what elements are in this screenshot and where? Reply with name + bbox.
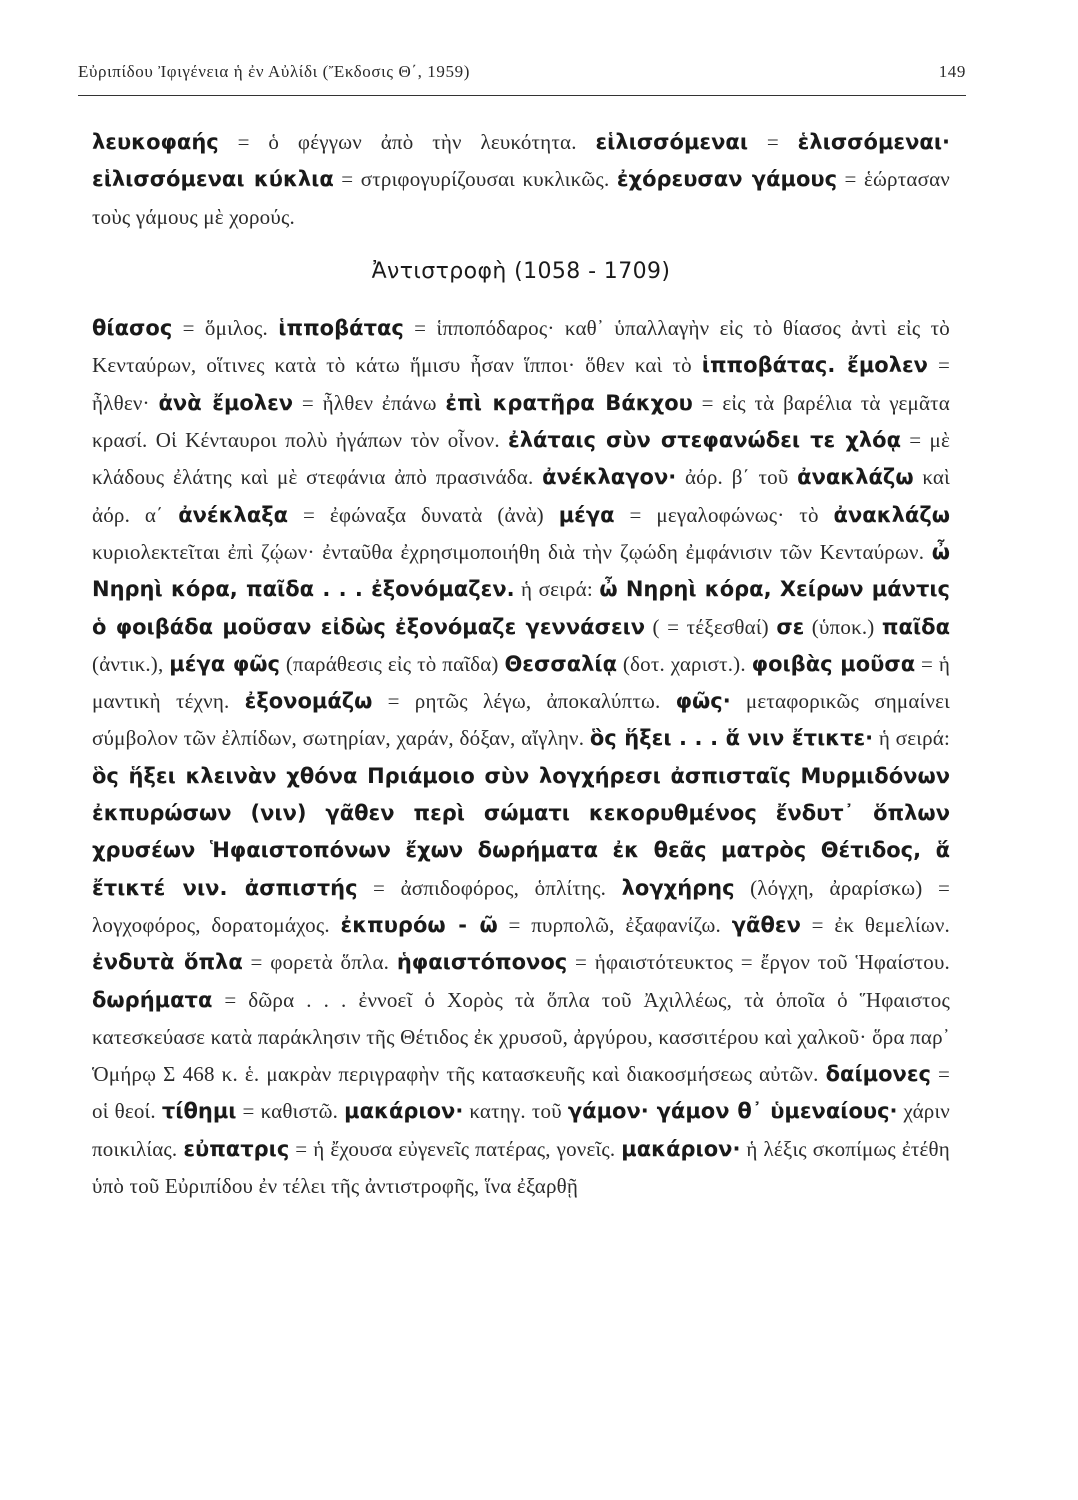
lemma-term: θίασος xyxy=(92,316,173,341)
lemma-term: ὦ Νηρηὶ κόρα, παῖδα . . . ἐξονόμαζεν. xyxy=(92,539,950,602)
gloss-text: = ἑώρτασαν τοὺς γάμους μὲ χορούς. xyxy=(92,167,950,229)
lemma-term: δωρήματα xyxy=(92,987,213,1012)
gloss-text: (ἀντικ.), xyxy=(92,651,170,676)
gloss-text: (λόγχη, ἀραρίσκω) = λογχοφόρος, δορατομάχος. xyxy=(92,875,950,937)
gloss-text: = ἡφαιστότευκτος = ἔργον τοῦ Ἡφαίστου. xyxy=(567,950,950,975)
gloss-text: = δῶρα . . . ἐννοεῖ ὁ Χορὸς τὰ ὅπλα τοῦ Ἀχιλλέως, τὰ ὁποῖα ὁ Ἥφαιστος κατεσκεύασε κατὰ παράκλησιν τῆς Θέτιδος ἐκ χρυσοῦ, ἀργύρου, κασσιτέρου καὶ χαλκοῦ· ὅρα παρ᾽ Ὁμήρῳ Σ 468 κ. ἑ. μακρὰν περιγραφὴν τῆς κατασκευῆς καὶ διακοσμήσεως αὐτῶν. xyxy=(92,987,950,1087)
gloss-text: (δοτ. χαριστ.). xyxy=(617,651,752,676)
gloss-text: = πυρπολῶ, ἐξαφανίζω. xyxy=(497,912,732,937)
gloss-text: ἡ λέξις σκοπίμως ἐτέθη ὑπὸ τοῦ Εὐριπίδου ἐν τέλει τῆς ἀντιστροφῆς, ἵνα ἐξαρθῇ xyxy=(92,1136,950,1199)
gloss-text: (παράθεσις εἰς τὸ παῖδα) xyxy=(280,651,505,676)
paragraph-strophe-notes xyxy=(92,124,950,236)
gloss-text: = ἱπποπόδαρος· καθ᾽ ὑπαλλαγὴν εἰς τὸ θίασος ἀντὶ εἰς τὸ Κενταύρων, οἵτινες κατὰ τὸ κάτω ἥμισυ ἦσαν ἵπποι· ὅθεν καὶ τὸ xyxy=(92,316,950,378)
paragraph-antistrophe-notes xyxy=(92,310,950,1205)
lemma-term: ἐπὶ κρατῆρα Βάκχου xyxy=(445,390,693,415)
lemma-term: ἐνδυτὰ ὅπλα xyxy=(92,950,243,975)
lemma-term: φῶς· xyxy=(675,689,731,714)
gloss-text: = ἡ μαντικὴ τέχνη. xyxy=(92,651,951,714)
gloss-text: = ἡ ἔχουσα εὐγενεῖς πατέρας, γονεῖς. xyxy=(289,1136,622,1161)
gloss-text: = xyxy=(748,130,798,154)
lemma-term: ἀνέκλαγον· xyxy=(542,465,677,490)
gloss-text: μεταφορικῶς σημαίνει σύμβολον τῶν ἐλπίδων, σωτηρίαν, χαράν, δόξαν, αἴγλην. xyxy=(92,689,950,751)
lemma-term: ἀνὰ ἔμολεν xyxy=(158,390,294,415)
lemma-term: ἡφαιστόπονος xyxy=(396,950,568,975)
gloss-text: = καθιστῶ. xyxy=(236,1099,345,1124)
lemma-term: λευκοφαής xyxy=(92,130,219,154)
lemma-term: ἐξονομάζω xyxy=(244,689,373,714)
lemma-term: ὦ Νηρηὶ κόρα, Χείρων μάντις ὁ φοιβάδα μοῦσαν εἰδὼς ἐξονόμαζε γεννάσειν xyxy=(92,577,950,639)
gloss-text: ἡ σειρά: xyxy=(873,726,950,751)
running-title: Εὐριπίδου Ἰφιγένεια ἡ ἐν Αὐλίδι (Ἔκδοσις Θ΄, 1959) xyxy=(78,62,470,81)
lemma-term: γάμον· γάμον θ᾽ ὑμεναίους· xyxy=(567,1099,898,1124)
header-rule xyxy=(78,95,966,96)
lemma-term: ὃς ἥξει . . . ἅ νιν ἔτικτε· xyxy=(589,726,874,751)
lemma-term: ὃς ἥξει κλεινὰν χθόνα Πριάμοιο σὺν λογχήρεσι ἀσπισταῖς Μυρμιδόνων ἐκπυρώσων (νιν) γᾶθεν περὶ σώματι κεκορυθμένος ἔνδυτ᾽ ὅπλων χρυσέων Ἡφαιστοπόνων ἔχων δωρήματα ἐκ θεᾶς ματρὸς Θέτιδος, ἅ ἔτικτέ νιν. ἀσπιστής xyxy=(92,763,950,900)
lemma-term: σε xyxy=(776,614,805,639)
gloss-text: = εἰς τὰ βαρέλια τὰ γεμᾶτα κρασί. Οἱ Κένταυροι πολὺ ἠγάπων τὸν οἶνον. xyxy=(92,390,951,453)
lemma-term: ἀνακλάζω xyxy=(833,502,950,527)
gloss-text: = μὲ κλάδους ἐλάτης καὶ μὲ στεφάνια ἀπὸ πρασινάδα. xyxy=(92,428,951,490)
gloss-text: = φορετὰ ὅπλα. xyxy=(242,950,397,975)
lemma-term: λογχήρης xyxy=(621,875,735,900)
lemma-term: γᾶθεν xyxy=(731,912,801,937)
gloss-text: ἡ σειρά: xyxy=(514,577,600,602)
lemma-term: μακάριον· xyxy=(621,1136,741,1161)
lemma-term: ἐχόρευσαν γάμους xyxy=(616,167,838,192)
gloss-text: = ὅμιλος. xyxy=(172,316,279,341)
lemma-term: δαίμονες xyxy=(825,1062,931,1087)
lemma-term: ἀνέκλαξα xyxy=(178,502,289,527)
gloss-text: = στριφογυρίζουσαι κυκλικῶς. xyxy=(333,167,617,192)
lemma-term: φοιβὰς μοῦσα xyxy=(751,651,916,676)
lemma-term: μακάριον· xyxy=(344,1099,464,1124)
gloss-text: χάριν ποικιλίας. xyxy=(92,1099,951,1161)
commentary-text xyxy=(92,124,950,1205)
gloss-text: = οἱ θεοί. xyxy=(92,1062,950,1124)
section-title: Ἀντιστροφὴ (1058 - 1709) xyxy=(371,258,671,284)
gloss-text: = ὁ φέγγων ἀπὸ τὴν λευκότητα. xyxy=(218,130,596,154)
gloss-text: = ἐκ θεμελίων. xyxy=(800,912,950,937)
page-number: 149 xyxy=(938,62,966,81)
lemma-term: Θεσσαλίᾳ xyxy=(504,651,618,676)
gloss-text: = ἐφώναξα δυνατὰ (ἀνὰ) xyxy=(288,502,559,527)
lemma-term: μέγα xyxy=(558,502,615,527)
gloss-text: ( = τέξεσθαί) xyxy=(645,614,777,639)
gloss-text: = ἦλθεν· xyxy=(92,353,951,415)
gloss-text: ἀόρ. β΄ τοῦ xyxy=(676,465,798,490)
running-header xyxy=(78,62,966,82)
gloss-text: = ρητῶς λέγω, ἀποκαλύπτω. xyxy=(372,689,676,714)
lemma-term: ἐλάταις σὺν στεφανώδει τε χλόᾳ xyxy=(508,428,902,453)
lemma-term: ἀνακλάζω xyxy=(797,465,914,490)
lemma-term: ἐκπυρόω - ῶ xyxy=(340,912,498,937)
lemma-term: εὐπατρις xyxy=(183,1136,290,1161)
gloss-text: = ἀσπιδοφόρος, ὁπλίτης. xyxy=(357,875,622,900)
lemma-term: ἑλισσόμεναι· εἱλισσόμεναι κύκλια xyxy=(92,130,950,192)
lemma-term: ἱπποβάτας xyxy=(278,316,404,341)
lemma-term: εἱλισσόμεναι xyxy=(595,130,749,154)
gloss-text: (ὑποκ.) xyxy=(804,614,882,639)
gloss-text: κυριολεκτεῖται ἐπὶ ζῴων· ἐνταῦθα ἐχρησιμοποιήθη διὰ τὴν ζῳώδη ἐμφάνισιν τῶν Κενταύρων. xyxy=(92,539,932,564)
lemma-term: μέγα φῶς xyxy=(169,651,280,676)
gloss-text: = μεγαλοφώνως· τὸ xyxy=(614,502,834,527)
gloss-text: κατηγ. τοῦ xyxy=(463,1099,568,1124)
lemma-term: τίθημι xyxy=(161,1099,237,1124)
lemma-term: ἱπποβάτας. ἔμολεν xyxy=(701,353,928,378)
lemma-term: παῖδα xyxy=(881,614,950,639)
gloss-text: καὶ ἀόρ. α΄ xyxy=(92,465,950,527)
gloss-text: = ἦλθεν ἐπάνω xyxy=(293,390,446,415)
